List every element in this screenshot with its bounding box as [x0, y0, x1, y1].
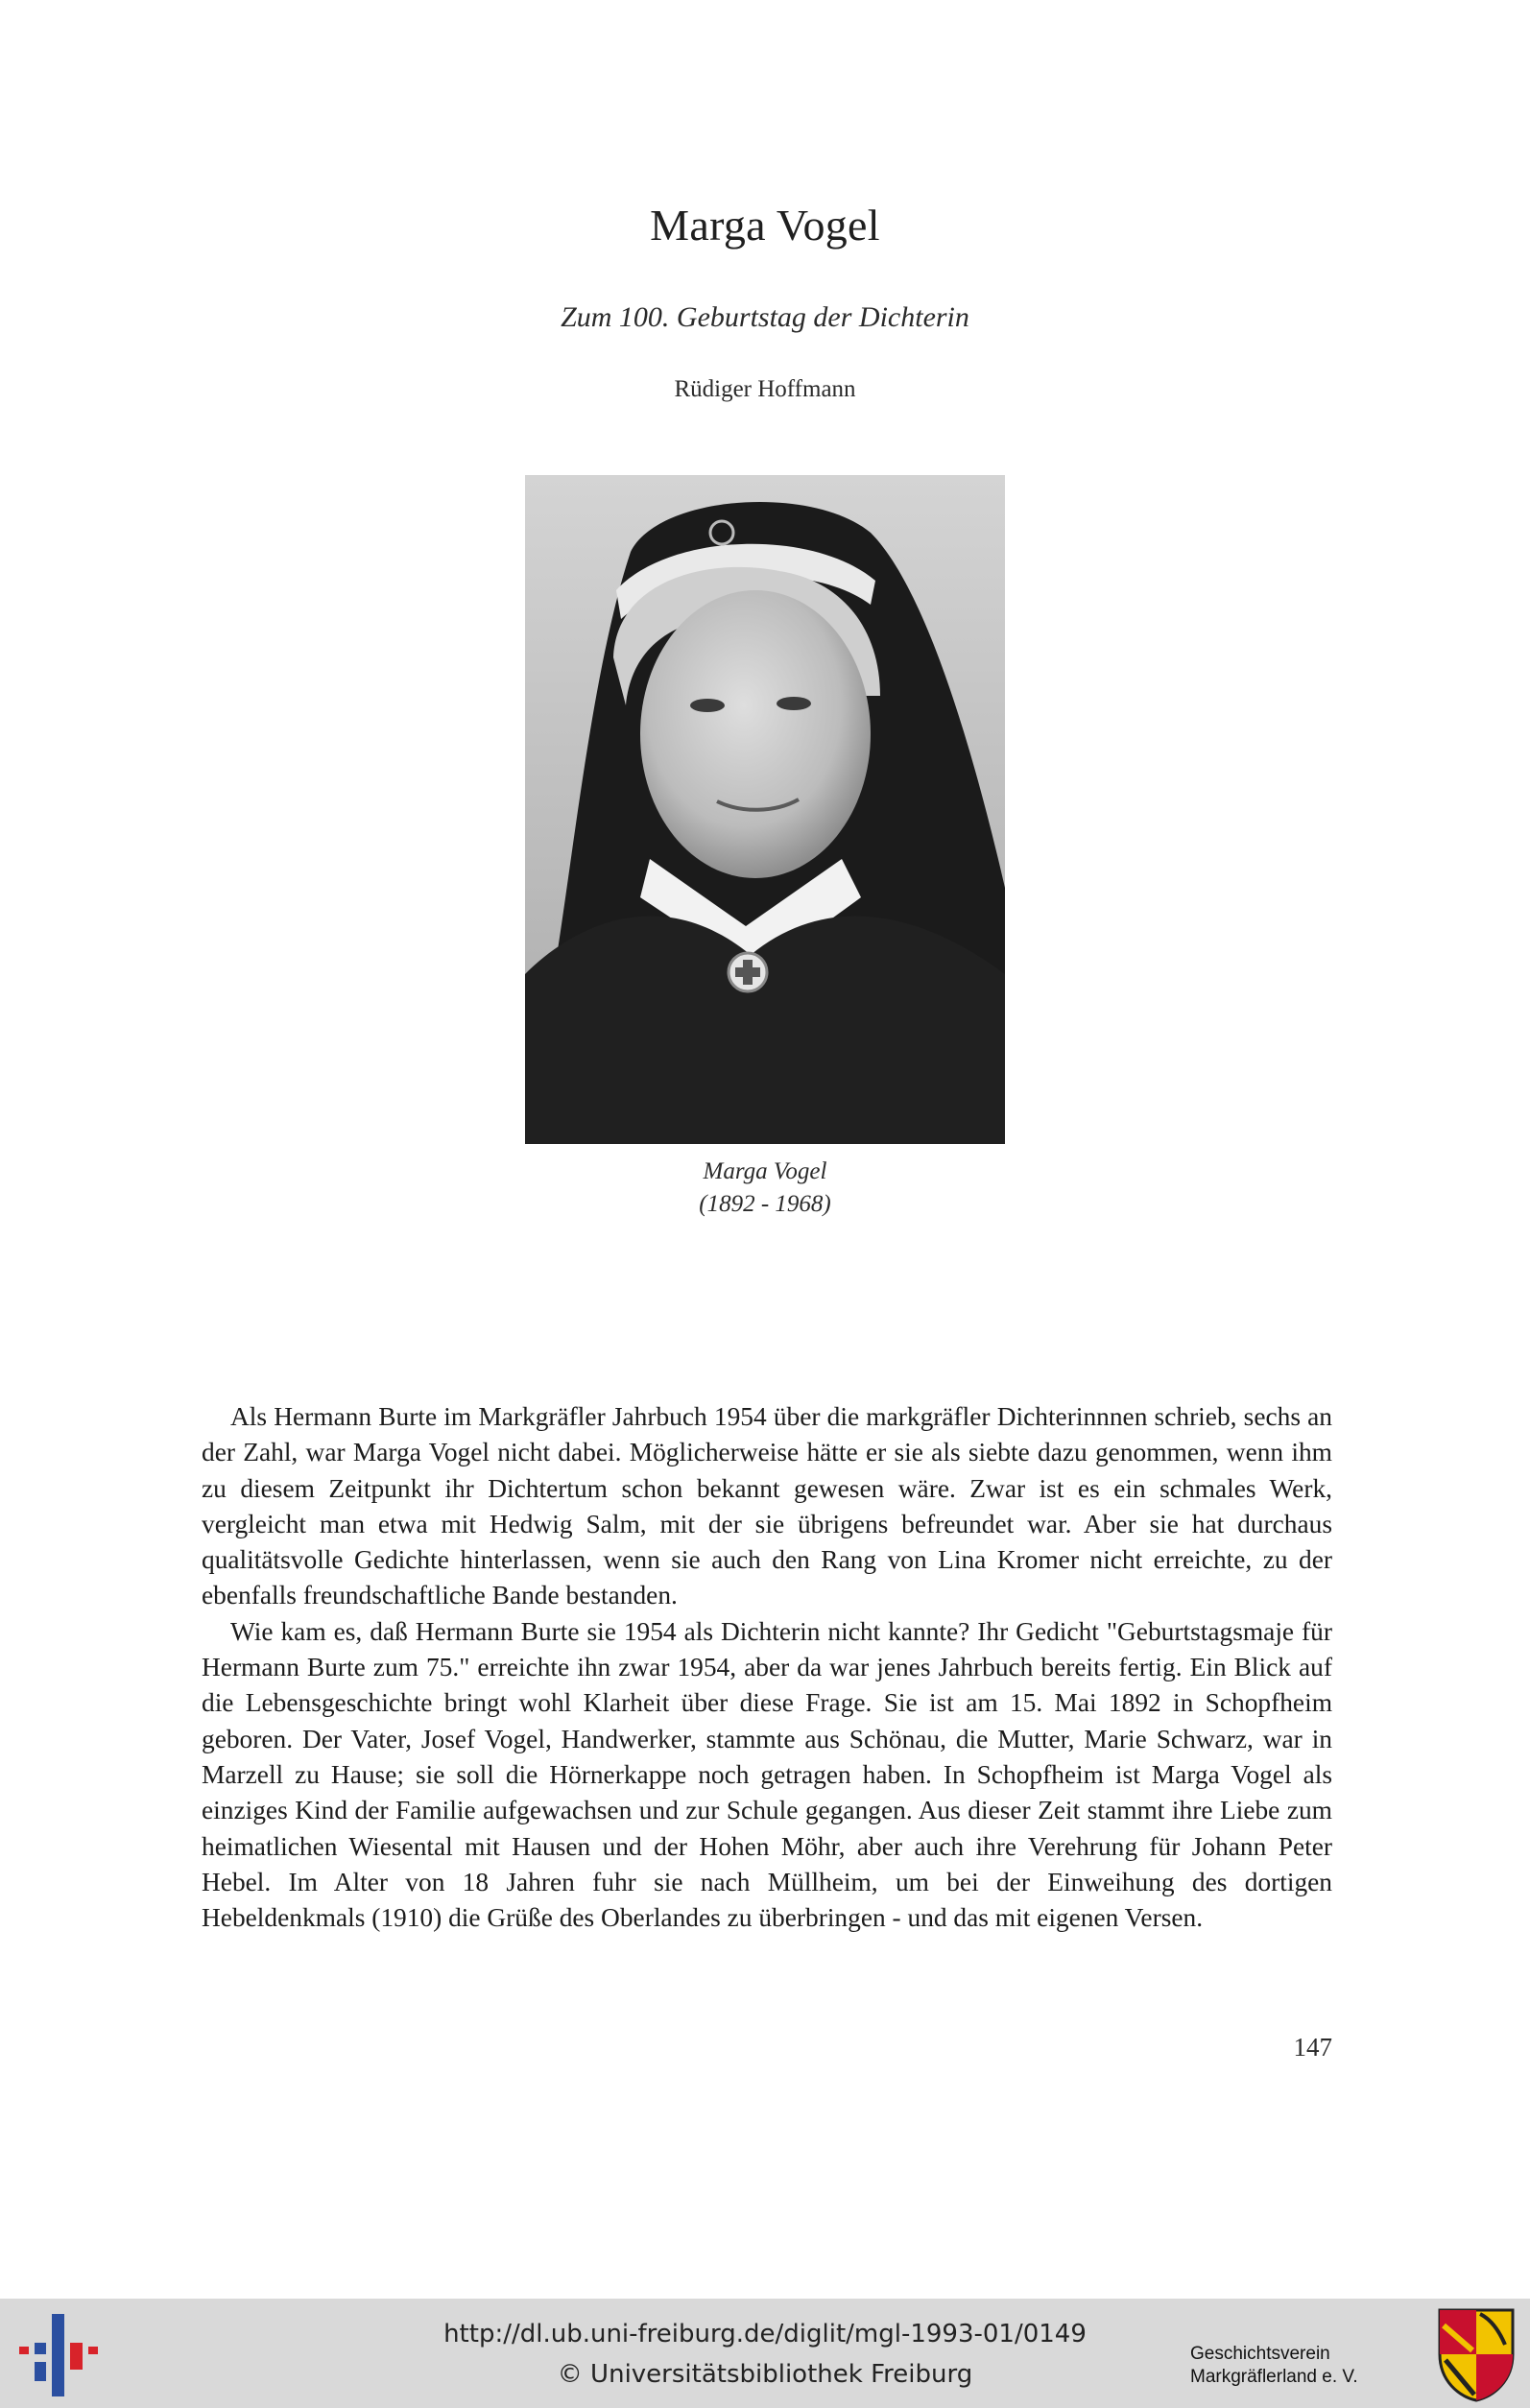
society-name-line1: Geschichtsverein [1190, 2344, 1330, 2364]
paragraph: Wie kam es, daß Hermann Burte sie 1954 als Dichterin nicht kannte? Ihr Gedicht "Geburtstagsmaje für Hermann Burte zum 75." erreichte ihn zwar 1954, aber da war jenes Jahrbuch bereits fertig. Ein Blick auf die Lebensgeschichte bringt wohl Klarheit über diese Frage. Sie ist am 15. Mai 1892 in Schopfheim geboren. Der Vater, Josef Vogel, Handwerker, stammte aus Schönau, die Mutter, Marie Schwarz, war in Marzell zu Hause; sie soll die Hörnerkappe noch getragen haben. In Schopfheim ist Marga Vogel als einziges Kind der Familie aufgewachsen und zur Schule gegangen. Aus dieser Zeit stammt ihre Liebe zum heimatlichen Wiesental mit Hausen und der Hohen Möhr, aber auch ihre Verehrung für Johann Peter Hebel. Im Alter von 18 Jahren fuhr sie nach Müllheim, um bei der Einweihung des dortigen Hebeldenkmals (1910) die Grüße des Oberlandes zu überbringen - und das mit eigenen Versen. [202, 1616, 1332, 1933]
copyright-notice: © Universitätsbibliothek Freiburg [557, 2360, 973, 2389]
caption-dates: (1892 - 1968) [699, 1191, 831, 1217]
article-title: Marga Vogel [650, 201, 880, 250]
article-subtitle: Zum 100. Geburtstag der Dichterin [561, 301, 969, 333]
article-body [202, 1399, 1332, 1936]
society-name [1190, 2343, 1421, 2389]
document-url[interactable]: http://dl.ub.uni-freiburg.de/diglit/mgl-1993-01/0149 [443, 2320, 1087, 2348]
paragraph: Als Hermann Burte im Markgräfler Jahrbuch 1954 über die markgräfler Dichterinnnen schrieb, sechs an der Zahl, war Marga Vogel nicht dabei. Möglicherweise hätte er sie als siebte dazu genommen, wenn ihm zu diesem Zeitpunkt ihr Dichtertum schon bekannt gewesen wäre. Zwar ist es ein schmales Werk, vergleicht man etwa mit Hedwig Salm, mit der sie übrigens befreundet war. Aber sie hat durchaus qualitätsvolle Gedichte hinterlassen, wenn sie auch den Rang von Lina Kromer nicht erreichte, zu der ebenfalls freundschaftliche Bande bestanden. [202, 1402, 1332, 1610]
article-author: Rüdiger Hoffmann [674, 376, 856, 402]
page-number: 147 [1293, 2033, 1332, 2062]
caption-name: Marga Vogel [703, 1158, 827, 1184]
photo-caption [0, 1156, 1530, 1221]
portrait-illustration [525, 475, 1005, 1144]
coat-of-arms-icon[interactable] [1436, 2306, 1517, 2402]
portrait-photo [525, 475, 1005, 1144]
library-footer [0, 2299, 1530, 2408]
society-name-line2: Markgräflerland e. V. [1190, 2367, 1358, 2387]
